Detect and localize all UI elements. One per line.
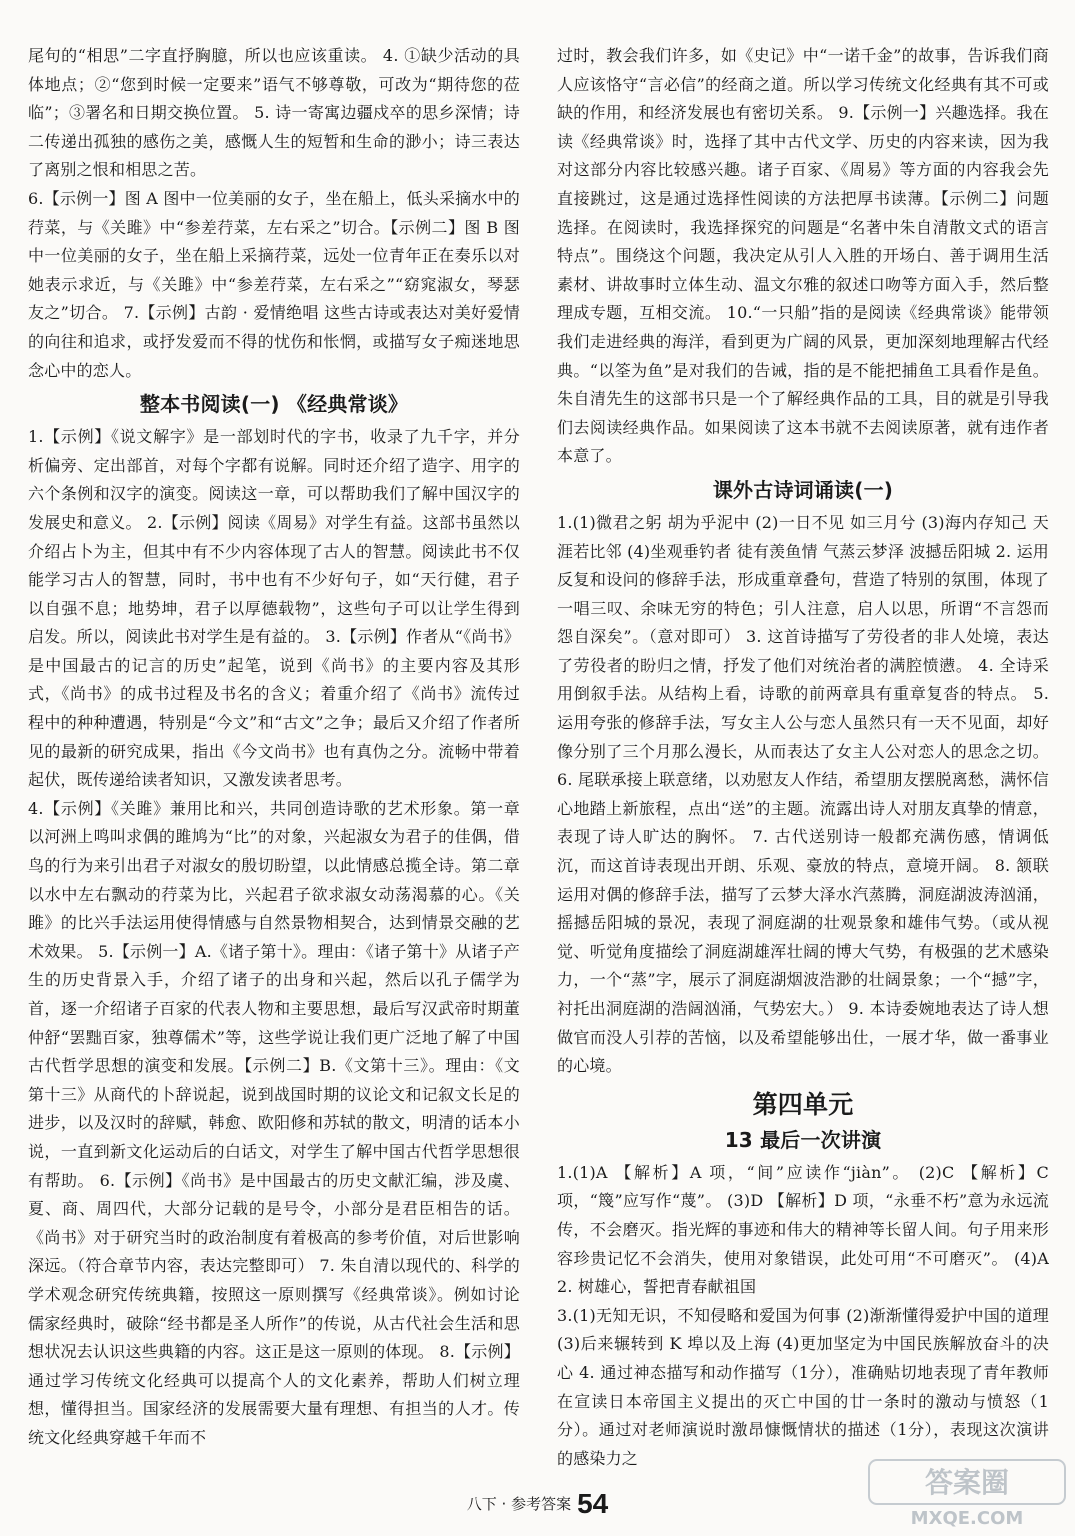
paragraph: 4.【示例】《关雎》兼用比和兴，共同创造诗歌的艺术形象。第一章以河洲上鸣叫求偶的雎鸠为“比”的对象，兴起淑女为君子的佳偶，借鸟的行为来引出君子对淑女的殷切盼望，以此情感总揽全诗。第二章以水中左右飘动的荇菜为比，兴起君子欲求淑女动荡渴慕的心。《关雎》的比兴手法运用使得情感与自然景物相契合，达到情景交融的艺术效果。 5.【示例一】A.《诸子第十》。理由：《诸子第十》从诸子产生的历史背景入手，介绍了诸子的出身和兴起，然后以孔子儒学为首，逐一介绍诸子百家的代表人物和主要思想，最后写汉武帝时期董仲舒“罢黜百家，独尊儒术”等，这些学说让我们更广泛地了解了中国古代哲学思想的演变和发展。【示例二】B.《文第十三》。理由：《文第十三》从商代的卜辞说起，说到战国时期的议论文和记叙文长足的进步，以及汉时的辞赋，韩愈、欧阳修和苏轼的散文，明清的话本小说，一直到新文化运动后的白话文，对学生了解中国古代哲学思想很有帮助。 6.【示例】《尚书》是中国最古的历史文献汇编，涉及虞、夏、商、周四代，大部分记载的是号令，小部分是君臣相告的话。《尚书》对于研究当时的政治制度有着极高的参考价值，对后世影响深远。（符合章节内容，表达完整即可） 7. 朱自清以现代的、科学的学术观念研究传统典籍，按照这一原则撰写《经典常谈》。例如讨论儒家经典时，破除“经书都是圣人所作”的传说，从古代社会生活和思想状况去认识这些典籍的内容。这正是这一原则的体现。 8.【示例】通过学习传统文化经典可以提高个人的文化素养，帮助人们树立理想，懂得担当。国家经济的发展需要大量有理想、有担当的人才。传统文化经典穿越千年而不	[28, 798, 520, 1447]
paragraph: 1.(1)A 【解析】A 项，“间”应读作“jiàn”。 (2)C 【解析】C 项，“篾”应写作“蔑”。 (3)D 【解析】D 项，“永垂不朽”意为永远流传，不会磨灭。指光辉的事迹和伟大的精神等长留人间。句子用来形容珍贵记忆不会消失，使用对象错误，此处可用“不可磨灭”。 (4)A 2. 树雄心，誓把青春献祖国	[557, 1162, 1049, 1297]
left-column	[28, 42, 520, 1453]
paragraph: 1.(1)微君之躬 胡为乎泥中 (2)一日不见 如三月兮 (3)海内存知己 天涯若比邻 (4)坐观垂钓者 徒有羡鱼情 气蒸云梦泽 波撼岳阳城 2. 运用反复和设问的修辞手法，形成重章叠句，营造了特别的氛围，体现了一唱三叹、余味无穷的特色；引人注意，启人以思，所谓“不言怨而怨自深矣”。（意对即可） 3. 这首诗描写了劳役者的非人处境，表达了劳役者的盼归之情，抒发了他们对统治者的满腔愤懑。 4. 全诗采用倒叙手法。从结构上看，诗歌的前两章具有重章复沓的特点。 5. 运用夸张的修辞手法，写女主人公与恋人虽然只有一天不见面，却好像分别了三个月那么漫长，从而表达了女主人公对恋人的思念之切。 6. 尾联承接上联意绪，以劝慰友人作结，希望朋友摆脱离愁，满怀信心地踏上新旅程，点出“送”的主题。流露出诗人对朋友真挚的情意，表现了诗人旷达的胸怀。 7. 古代送别诗一般都充满伤感，情调低沉，而这首诗表现出开朗、乐观、豪放的特点，意境开阔。 8. 颔联运用对偶的修辞手法，描写了云梦大泽水汽蒸腾，洞庭湖波涛汹涌，摇撼岳阳城的景况，表现了洞庭湖的壮观景象和雄伟气势。（或从视觉、听觉角度描绘了洞庭湖雄浑壮阔的博大气势，有极强的艺术感染力，一个“蒸”字，展示了洞庭湖烟波浩渺的壮阔景象；一个“撼”字，衬托出洞庭湖的浩阔汹涌，气势宏大。） 9. 本诗委婉地表达了诗人想做官而没人引荐的苦恼，以及希望能够出仕，一展才华，做一番事业的心境。	[557, 512, 1049, 1076]
watermark-logo	[867, 1458, 1067, 1528]
lesson-title: 13 最后一次讲演	[724, 1127, 882, 1152]
page-number: 54	[577, 1488, 609, 1519]
paragraph: 3.(1)无知无识，不知侵略和爱国为何事 (2)渐渐懂得爱护中国的道理 (3)后来辗转到 K 埠以及上海 (4)更加坚定为中国民族解放奋斗的决心 4. 通过神态描写和动作描写（1分），准确贴切地表现了青年教师在宣读日本帝国主义提出的灭亡中国的廿一条时的激动与愤怒（1分）。通过对老师演说时激昂慷慨情状的描述（1分），表现这次演讲的感染力之	[557, 1305, 1049, 1468]
watermark-text: 答案圈	[924, 1466, 1010, 1499]
section-title: 课外古诗词诵读(一)	[712, 477, 894, 502]
unit-title: 第四单元	[752, 1089, 854, 1119]
section-title: 整本书阅读(一) 《经典常谈》	[139, 392, 409, 417]
paragraph: 尾句的“相思”二字直抒胸臆，所以也应该重读。 4. ①缺少活动的具体地点；②“您到时候一定要来”语气不够尊敬，可改为“期待您的莅临”；③署名和日期交换位置。 5. 诗一寄寓边疆戍卒的思乡深情；诗二传递出孤独的感伤之美，感慨人生的短暂和生命的渺小；诗三表达了离别之恨和相思之苦。	[28, 46, 520, 180]
paragraph: 过时，教会我们许多，如《史记》中“一诺千金”的故事，告诉我们商人应该恪守“言必信”的经商之道。所以学习传统文化经典有其不可或缺的作用，和经济发展也有密切关系。 9.【示例一】兴趣选择。我在读《经典常谈》时，选择了其中古代文学、历史的内容来读，因为我对这部分内容比较感兴趣。诸子百家、《周易》等方面的内容我会先直接跳过，这是通过选择性阅读的方法把厚书读薄。【示例二】问题选择。在阅读时，我选择探究的问题是“名著中朱自清散文式的语言特点”。围绕这个问题，我决定从引人入胜的开场白、善于调用生活素材、讲故事时立体生动、温文尔雅的叙述口吻等方面入手，然后整理成专题，互相交流。 10.“一只船”指的是阅读《经典常谈》能带领我们走进经典的海洋，看到更为广阔的风景，更加深刻地理解古代经典。“以筌为鱼”是对我们的告诫，指的是不能把捕鱼工具看作是鱼。朱自清先生的这部书只是一个了解经典作品的工具，目的就是引导我们去阅读经典作品。如果阅读了这本书就不去阅读原著，就有违作者本意了。	[557, 46, 1049, 466]
paragraph: 6.【示例一】图 A 图中一位美丽的女子，坐在船上，低头采摘水中的荇菜，与《关雎》中“参差荇菜，左右采之”切合。【示例二】图 B 图中一位美丽的女子，坐在船上采摘荇菜，远处一位青年正在奏乐以对她表示求近，与《关雎》中“参差荇菜，左右采之”“窈窕淑女，琴瑟友之”切合。 7.【示例】古韵 · 爱情绝唱 这些古诗或表达对美好爱情的向往和追求，或抒发爱而不得的忧伤和怅惘，或描写女子痴迷地思念心中的恋人。	[28, 188, 520, 380]
right-column	[557, 42, 1049, 1473]
footer-label: 八下 · 参考答案	[466, 1495, 572, 1513]
watermark-url: MXQE.COM	[910, 1508, 1024, 1528]
paragraph: 1.【示例】《说文解字》是一部划时代的字书，收录了九千字，并分析偏旁、定出部首，对每个字都有说解。同时还介绍了造字、用字的六个条例和汉字的演变。阅读这一章，可以帮助我们了解中国汉字的发展史和意义。 2.【示例】阅读《周易》对学生有益。这部书虽然以介绍占卜为主，但其中有不少内容体现了古人的智慧。阅读此书不仅能学习古人的智慧，同时，书中也有不少好句子，如“天行健，君子以自强不息；地势坤，君子以厚德载物”，这些句子可以让学生得到启发。所以，阅读此书对学生是有益的。 3.【示例】作者从“《尚书》是中国最古的记言的历史”起笔，说到《尚书》的主要内容及其形式，《尚书》的成书过程及书名的含义；着重介绍了《尚书》流传过程中的种种遭遇，特别是“今文”和“古文”之争；最后又介绍了作者所见的最新的研究成果，指出《今文尚书》也有真伪之分。流畅中带着起伏，既传递给读者知识，又激发读者思考。	[28, 427, 520, 790]
